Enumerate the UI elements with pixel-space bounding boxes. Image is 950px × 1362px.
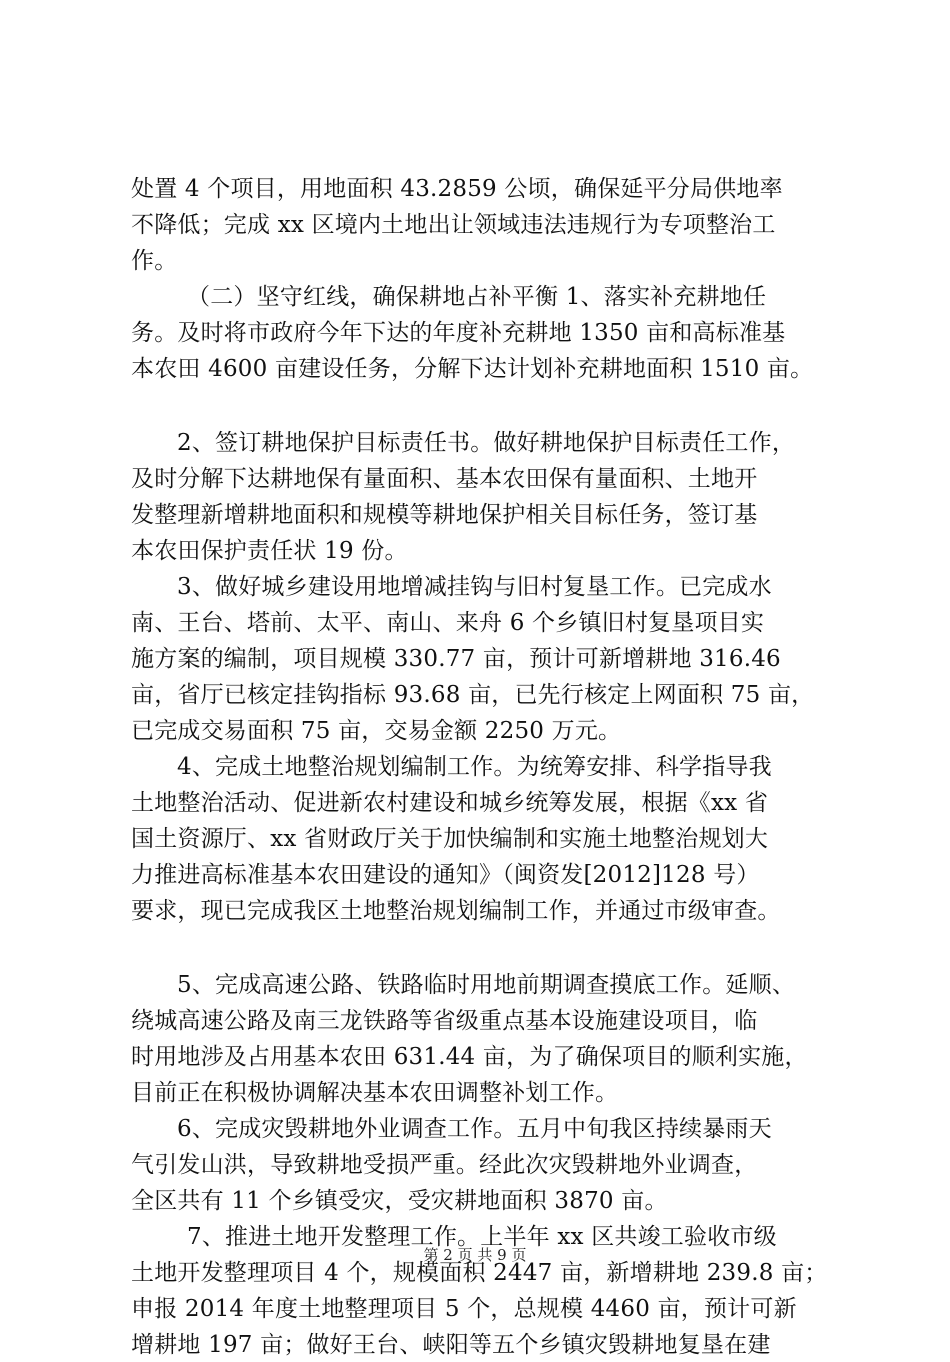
body-line: 南、王台、塔前、太平、南山、来舟 6 个乡镇旧村复垦项目实 <box>131 610 765 636</box>
body-line: 施方案的编制，项目规模 330.77 亩，预计可新增耕地 316.46 <box>131 646 781 672</box>
body-line: 处置 4 个项目，用地面积 43.2859 公顷，确保延平分局供地率 <box>131 176 783 202</box>
body-line: 2、签订耕地保护目标责任书。做好耕地保护目标责任工作， <box>177 430 796 456</box>
body-line: 本农田保护责任状 19 份。 <box>131 538 408 564</box>
body-line: 亩，省厅已核定挂钩指标 93.68 亩，已先行核定上网面积 75 亩， <box>131 682 815 708</box>
body-line: 土地整治活动、促进新农村建设和城乡统筹发展，根据《xx 省 <box>131 790 769 816</box>
body-line: 作。 <box>131 248 178 274</box>
body-line: 时用地涉及占用基本农田 631.44 亩，为了确保项目的顺利实施， <box>131 1044 808 1070</box>
page-number: 第 2 页 共 9 页 <box>423 1246 527 1264</box>
body-line: 土地开发整理项目 4 个，规模面积 2447 亩，新增耕地 239.8 亩； <box>131 1260 828 1286</box>
body-line: 4、完成土地整治规划编制工作。为统筹安排、科学指导我 <box>177 754 772 780</box>
body-line: 务。及时将市政府今年下达的年度补充耕地 1350 亩和高标准基 <box>131 320 786 346</box>
body-line: 3、做好城乡建设用地增减挂钩与旧村复垦工作。已完成水 <box>177 574 772 600</box>
body-line: 目前正在积极协调解决基本农田调整补划工作。 <box>131 1080 619 1106</box>
body-line: 5、完成高速公路、铁路临时用地前期调查摸底工作。延顺、 <box>177 972 796 998</box>
body-line: 已完成交易面积 75 亩，交易金额 2250 万元。 <box>131 718 622 744</box>
body-line: 绕城高速公路及南三龙铁路等省级重点基本设施建设项目，临 <box>131 1008 758 1034</box>
body-line: 国土资源厅、xx 省财政厅关于加快编制和实施土地整治规划大 <box>131 826 769 852</box>
body-line: 气引发山洪，导致耕地受损严重。经此次灾毁耕地外业调查， <box>131 1152 758 1178</box>
body-line: （二）坚守红线，确保耕地占补平衡 1、落实补充耕地任 <box>187 284 767 310</box>
body-line: 力推进高标准基本农田建设的通知》（闽资发[2012]128 号） <box>131 862 760 888</box>
body-line: 及时分解下达耕地保有量面积、基本农田保有量面积、土地开 <box>131 466 758 492</box>
body-line: 7、推进土地开发整理工作。上半年 xx 区共竣工验收市级 <box>187 1224 777 1250</box>
body-line: 发整理新增耕地面积和规模等耕地保护相关目标任务，签订基 <box>131 502 758 528</box>
body-line: 增耕地 197 亩；做好王台、峡阳等五个乡镇灾毁耕地复垦在建 <box>131 1332 771 1358</box>
body-line: 全区共有 11 个乡镇受灾，受灾耕地面积 3870 亩。 <box>131 1188 668 1214</box>
body-line: 不降低；完成 xx 区境内土地出让领域违法违规行为专项整治工 <box>131 212 776 238</box>
body-line: 6、完成灾毁耕地外业调查工作。五月中旬我区持续暴雨天 <box>177 1116 772 1142</box>
body-line: 要求，现已完成我区土地整治规划编制工作，并通过市级审查。 <box>131 898 781 924</box>
body-line: 申报 2014 年度土地整理项目 5 个，总规模 4460 亩，预计可新 <box>131 1296 797 1322</box>
body-line: 本农田 4600 亩建设任务，分解下达计划补充耕地面积 1510 亩。 <box>131 356 814 382</box>
